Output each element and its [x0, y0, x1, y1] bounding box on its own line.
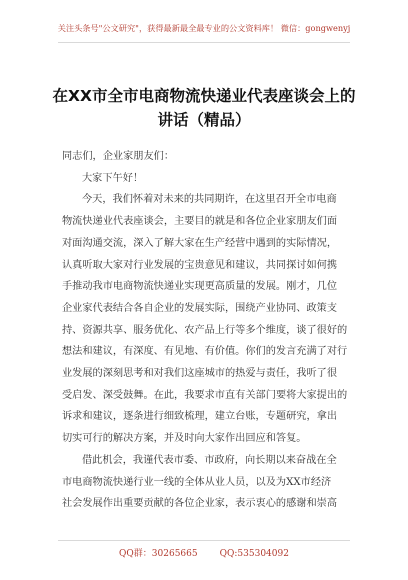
text-line: 物流快递业代表座谈会，主要目的就是和各位企业家朋友们面	[62, 216, 338, 228]
greeting-paragraph	[62, 168, 352, 190]
text-line: 大家下午好！	[82, 172, 144, 184]
text-line: 借此机会，我谨代表市委、市政府，向长期以来奋战在全	[82, 454, 337, 466]
text-line: 持、资源共享、服务优化、农产品上行等多个维度，谈了很好的	[62, 324, 348, 336]
text-line: 想法和建议，有深度、有见地、有价值。你们的发言充满了对行	[62, 346, 348, 358]
text-line: 对面沟通交流，深入了解大家在生产经营中遇到的实际情况，	[62, 237, 338, 249]
document-title	[40, 84, 368, 132]
document-body	[62, 146, 352, 515]
salutation-paragraph	[62, 146, 352, 168]
text-line: 今天，我们怀着对未来的共同期许，在这里召开全市电商	[82, 194, 337, 206]
body-paragraph	[62, 450, 352, 515]
text-line: 认真听取大家对行业发展的宝贵意见和建议，共同探讨如何携	[62, 259, 338, 271]
header-banner: 关注头条号"公文研究"，获得最新最全最专业的公文资料库！ 微信：gongwenyj	[57, 23, 351, 33]
text-line: 社会发展作出重要贡献的各位企业家，表示衷心的感谢和崇高	[62, 498, 338, 510]
title-line: 在XX市全市电商物流快递业代表座谈会上的	[52, 87, 356, 105]
footer-qq-number: QQ:535304092	[219, 549, 289, 559]
footer-contact	[58, 546, 350, 559]
footer-divider	[58, 540, 350, 541]
header-divider	[58, 42, 350, 43]
body-paragraph	[62, 189, 352, 449]
text-line: 诉求和建议，逐条进行细致梳理，建立台账，专题研究，拿出	[62, 411, 338, 423]
title-line: 讲话（精品）	[157, 111, 251, 129]
text-line: 同志们，企业家朋友们：	[62, 151, 175, 162]
text-line: 切实可行的解决方案，并及时向大家作出回应和答复。	[62, 433, 307, 445]
text-line: 市电商物流快递行业一线的全体从业人员，以及为XX市经济	[62, 476, 332, 488]
footer-qq-group: QQ群：30265665	[119, 549, 198, 559]
text-line: 业发展的深刻思考和对我们这座城市的热爱与责任，我听了很	[62, 368, 338, 380]
text-line: 手推动我市电商物流快递业实现更高质量的发展。刚才，几位	[62, 281, 338, 293]
text-line: 企业家代表结合各自企业的发展实际，围绕产业协同、政策支	[62, 302, 338, 314]
text-line: 受启发、深受鼓舞。在此，我要求市直有关部门要将大家提出的	[62, 389, 348, 401]
